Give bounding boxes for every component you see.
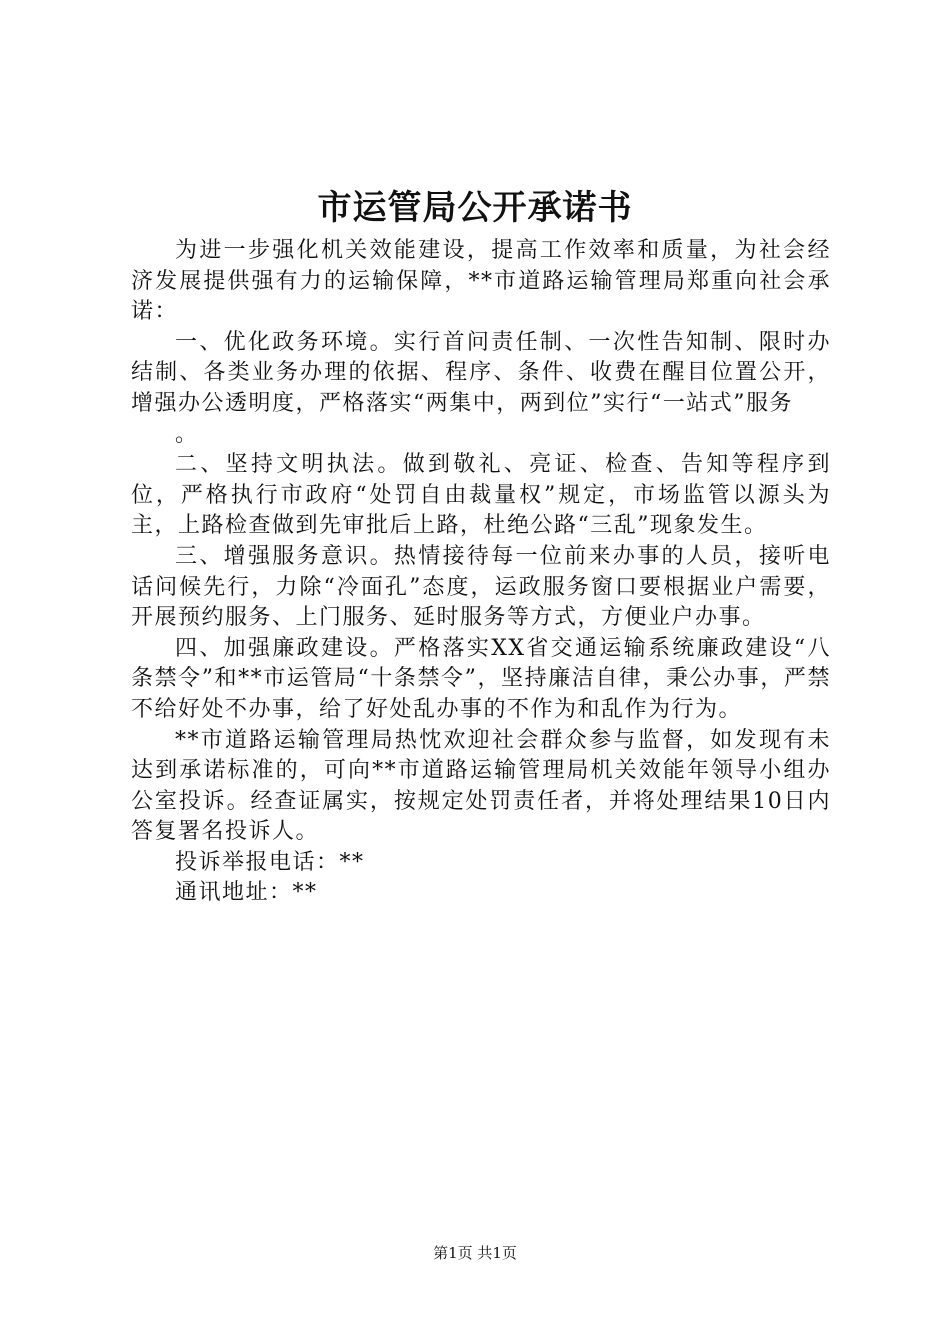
- paragraph-phone: 投诉举报电话：**: [175, 849, 365, 875]
- page-number: 第1页 共1页: [433, 1244, 517, 1262]
- paragraph-item-4: 四、加强廉政建设。严格落实XX省交通运输系统廉政建设“八条禁令”和**市运管局“十条禁令”，坚持廉洁自律，秉公办事，严禁不给好处不办事，给了好处乱办事的不作为和乱作为行为。: [131, 635, 831, 722]
- paragraph-intro: 为进一步强化机关效能建设，提高工作效率和质量，为社会经济发展提供强有力的运输保障，**市道路运输管理局郑重向社会承诺：: [131, 238, 831, 325]
- document-title: 市运管局公开承诺书: [317, 188, 633, 228]
- paragraph-supervision: **市道路运输管理局热忱欢迎社会群众参与监督，如发现有未达到承诺标准的，可向**市道路运输管理局机关效能年领导小组办公室投诉。经查证属实，按规定处罚责任者，并将处理结果10日内答复署名投诉人。: [131, 727, 831, 845]
- document-body: [131, 236, 831, 909]
- paragraph-item-1: 一、优化政务环境。实行首问责任制、一次性告知制、限时办结制、各类业务办理的依据、程序、条件、收费在醒目位置公开，增强办公透明度，严格落实“两集中，两到位”实行“一站式”服务: [131, 329, 831, 416]
- paragraph-address: 通讯地址：**: [175, 880, 318, 906]
- paragraph-period: 。: [175, 421, 199, 447]
- paragraph-item-3: 三、增强服务意识。热情接待每一位前来办事的人员，接听电话问候先行，力除“冷面孔”态度，运政服务窗口要根据业户需要，开展预约服务、上门服务、延时服务等方式，方便业户办事。: [131, 543, 831, 631]
- paragraph-item-2: 二、坚持文明执法。做到敬礼、亮证、检查、告知等程序到位，严格执行市政府“处罚自由裁量权”规定，市场监管以源头为主，上路检查做到先审批后上路，杜绝公路“三乱”现象发生。: [131, 452, 831, 539]
